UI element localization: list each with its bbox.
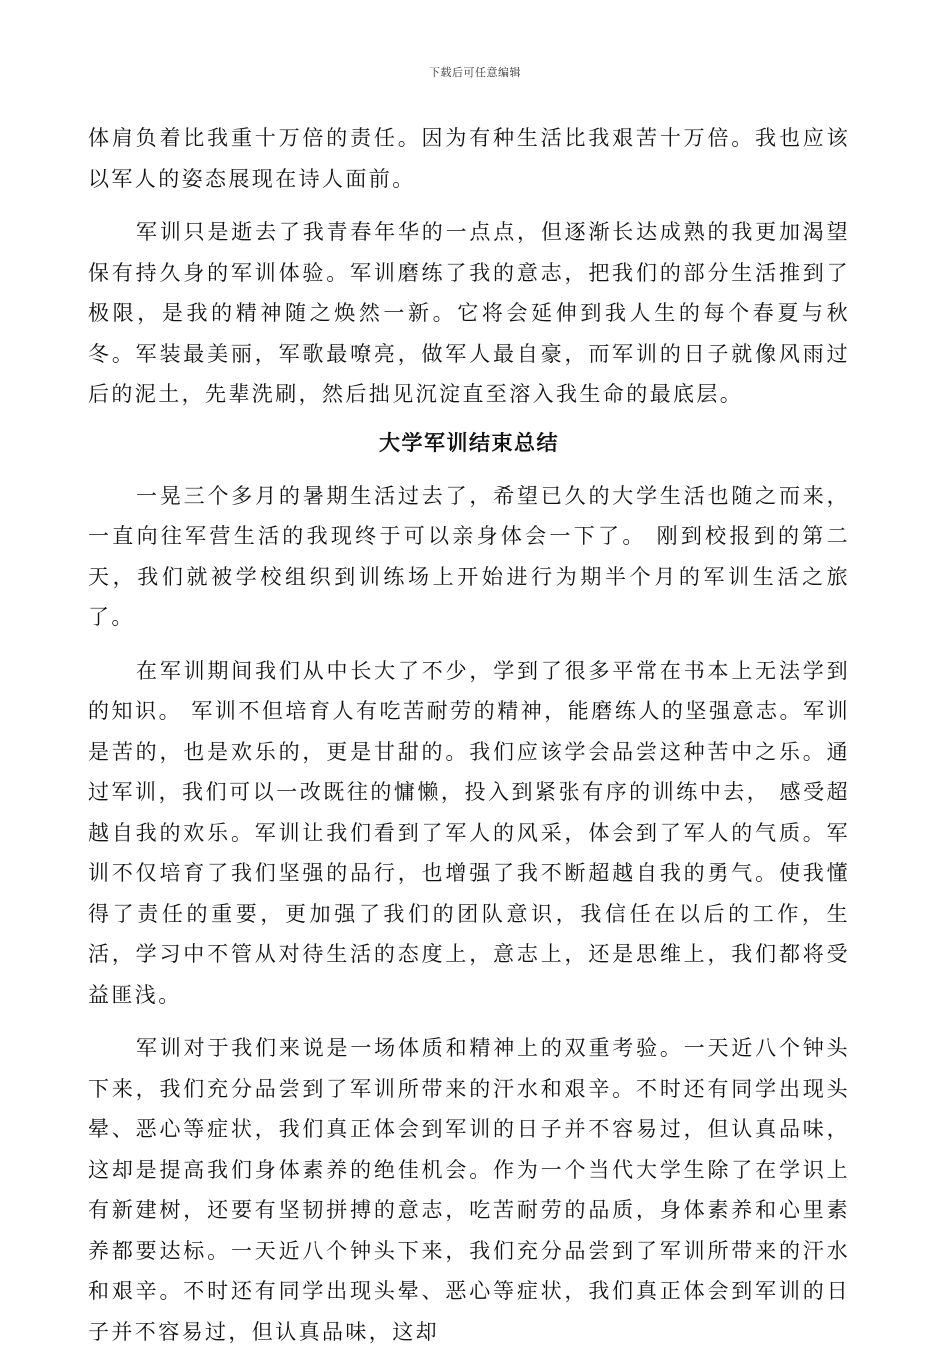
paragraph-spacer <box>88 199 850 212</box>
paragraph: 一晃三个多月的暑期生活过去了，希望已久的大学生活也随之而来，一直向往军营生活的我现终于可以亲身体会一下了。 刚到校报到的第二天，我们就被学校组织到训练场上开始进行为期半个月的军训生活之旅了。 <box>88 483 850 629</box>
paragraph-spacer <box>88 1015 850 1028</box>
section-title: 大学军训结束总结 <box>379 429 559 455</box>
paragraph: 军训只是逝去了我青春年华的一点点，但逐渐长达成熟的我更加渴望保有持久身的军训体验。军训磨练了我的意志，把我们的部分生活推到了极限，是我的精神随之焕然一新。它将会延伸到我人生的每个春夏与秋冬。军装最美丽，军歌最嘹亮，做军人最自豪，而军训的日子就像风雨过后的泥土，先辈洗刷，然后拙见沉淀直至溶入我生命的最底层。 <box>88 220 850 406</box>
document-body <box>88 118 850 1352</box>
paragraph-spacer <box>88 638 850 651</box>
page-header: 下载后可任意编辑 <box>429 66 521 79</box>
paragraph: 在军训期间我们从中长大了不少，学到了很多平常在书本上无法学到的知识。 军训不但培育人有吃苦耐劳的精神，能磨练人的坚强意志。军训是苦的，也是欢乐的，更是甘甜的。我们应该学会品尝这种苦中之乐。通过军训，我们可以一改既往的慵懒，投入到紧张有序的训练中去， 感受超越自我的欢乐。军训让我们看到了军人的风采，体会到了军人的气质。军训不仅培育了我们坚强的品行，也增强了我不断超越自我的勇气。使我懂得了责任的重要，更加强了我们的团队意识，我信任在以后的工作，生活，学习中不管从对待生活的态度上，意志上，还是思维上，我们都将受益匪浅。 <box>88 658 850 1007</box>
paragraph: 军训对于我们来说是一场体质和精神上的双重考验。一天近八个钟头下来，我们充分品尝到了军训所带来的汗水和艰辛。不时还有同学出现头晕、恶心等症状，我们真正体会到军训的日子并不容易过，但认真品味，这却是提高我们身体素养的绝佳机会。作为一个当代大学生除了在学识上有新建树，还要有坚韧拼搏的意志，吃苦耐劳的品质，身体素养和心里素养都要达标。一天近八个钟头下来，我们充分品尝到了军训所带来的汗水和艰辛。不时还有同学出现头晕、恶心等症状，我们真正体会到军训的日子并不容易过，但认真品味，这却 <box>88 1036 850 1344</box>
paragraph-continuation: 体肩负着比我重十万倍的责任。因为有种生活比我艰苦十万倍。我也应该以军人的姿态展现在诗人面前。 <box>88 126 850 191</box>
